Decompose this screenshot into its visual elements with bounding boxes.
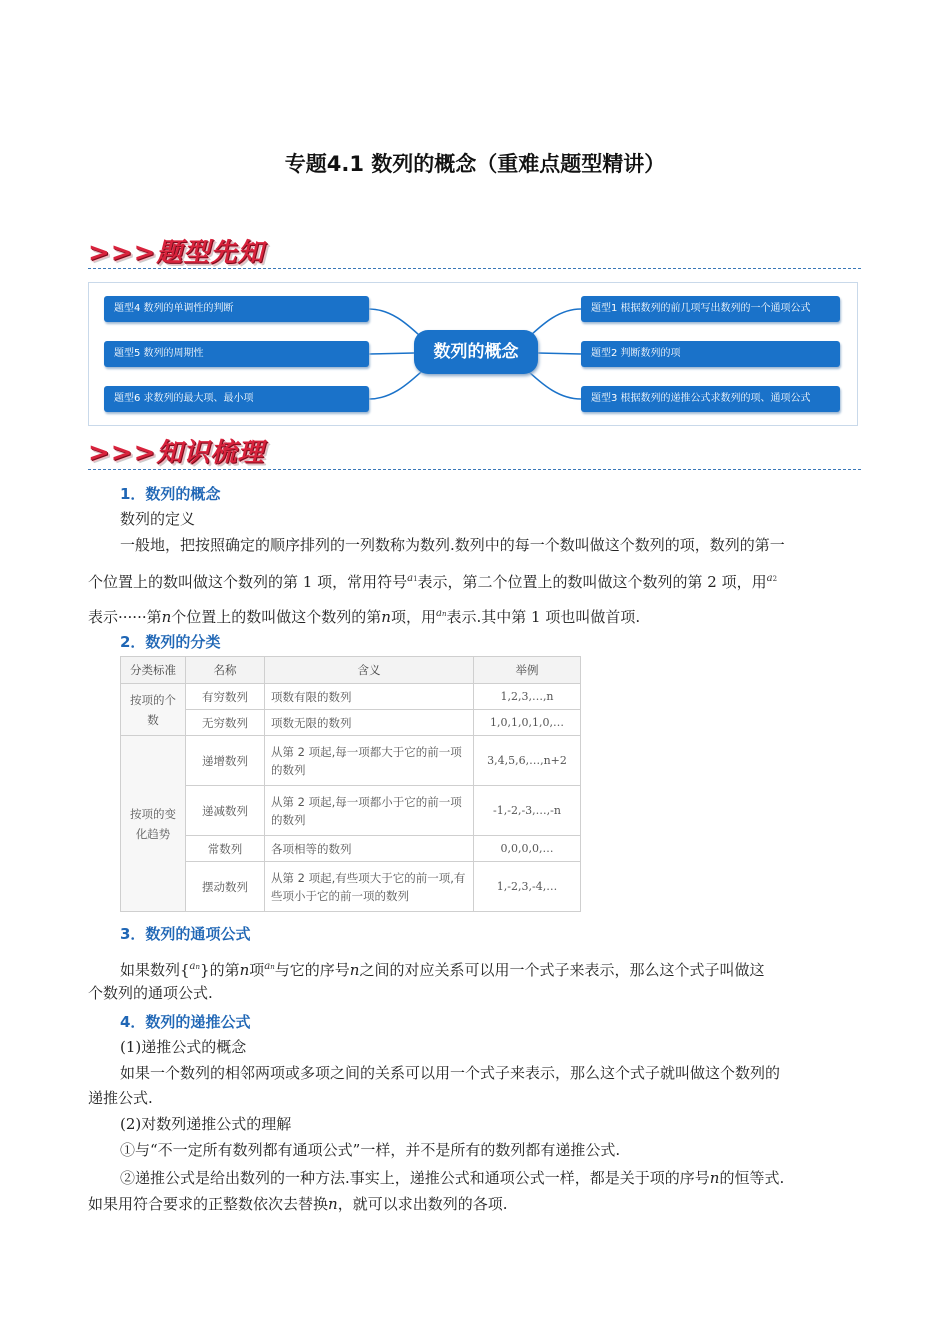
subheading: (1)递推公式的概念 [120,1038,247,1056]
table-row [121,836,581,862]
table-header: 含义 [265,657,474,684]
mind-map-node-type2: 题型2 判断数列的项 [581,341,840,367]
heading-recursive-formula: 4．数列的递推公式 [120,1013,251,1031]
paragraph-line: 个位置上的数叫做这个数列的第 1 项，常用符号$^{a1}$表示，第二个位置上的数叫做这个数列的第 2 项，用$^{a2}$ [88,573,778,591]
symbol-an: an [264,961,275,972]
symbol-a2: a2 [766,573,778,584]
section-header-knowledge [88,432,264,472]
heading-general-term: 3．数列的通项公式 [120,925,251,943]
table-cell: 常数列 [186,836,265,862]
mind-map-node-type5: 题型5 数列的周期性 [104,341,369,367]
paragraph-line: 个数列的通项公式. [88,984,213,1002]
paragraph-line: 如果用符合要求的正整数依次去替换n，就可以求出数列的各项. [88,1195,508,1213]
mind-map-center: 数列的概念 [414,330,538,374]
mind-map-node-type1: 题型1 根据数列的前几项写出数列的一个通项公式 [581,296,840,322]
list-item: ②递推公式是给出数列的一种方法.事实上，递推公式和通项公式一样，都是关于项的序号n的恒等式. [120,1169,785,1187]
paragraph-line: 如果数列{$^{an}$}的第n项$^{an}$与它的序号n之间的对应关系可以用一个式子来表示，那么这个式子叫做这 [120,961,765,979]
table-row [121,684,581,710]
table-cell: 无穷数列 [186,710,265,736]
heading-sequence-classification: 2．数列的分类 [120,633,221,651]
table-cell: 1,0,1,0,1,0,… [474,710,581,736]
table-cell: 递增数列 [186,736,265,786]
table-row [121,786,581,836]
symbol-an: an [189,961,201,972]
table-row [121,710,581,736]
heading-sequence-concept: 1．数列的概念 [120,485,221,503]
table-cell: 1,-2,3,-4,… [474,862,581,912]
table-cell: 有穷数列 [186,684,265,710]
mind-map-node-type4: 题型4 数列的单调性的判断 [104,296,369,322]
table-cell: 摆动数列 [186,862,265,912]
table-header: 举例 [474,657,581,684]
table-cell: -1,-2,-3,…,-n [474,786,581,836]
subheading: 数列的定义 [120,510,196,528]
table-row [121,736,581,786]
mind-map-node-type6: 题型6 求数列的最大项、最小项 [104,386,369,412]
mind-map [88,282,858,426]
subheading: (2)对数列递推公式的理解 [120,1115,292,1133]
classification-table [120,656,581,912]
table-group-cell: 按项的变化趋势 [121,736,186,912]
paragraph-line: 一般地，把按照确定的顺序排列的一列数称为数列.数列中的每一个数叫做这个数列的项，数列的第一 [120,536,785,554]
table-header: 名称 [186,657,265,684]
table-cell: 3,4,5,6,…,n+2 [474,736,581,786]
table-cell: 从第 2 项起,有些项大于它的前一项,有些项小于它的前一项的数列 [265,862,474,912]
table-cell: 项数有限的数列 [265,684,474,710]
mind-map-node-type3: 题型3 根据数列的递推公式求数列的项、通项公式 [581,386,840,412]
section-header-text: >>>知识梳理 [88,438,265,468]
symbol-an: an [435,608,447,619]
section-header-question-types [88,232,264,272]
table-cell: 项数无限的数列 [265,710,474,736]
table-header-row [121,657,581,684]
paragraph-line: 如果一个数列的相邻两项或多项之间的关系可以用一个式子来表示，那么这个式子就叫做这个数列的 [120,1064,781,1082]
table-cell: 从第 2 项起,每一项都小于它的前一项的数列 [265,786,474,836]
table-cell: 1,2,3,…,n [474,684,581,710]
table-cell: 从第 2 项起,每一项都大于它的前一项的数列 [265,736,474,786]
table-cell: 各项相等的数列 [265,836,474,862]
paragraph-line: 递推公式. [88,1089,153,1107]
paragraph-line: 表示······第n个位置上的数叫做这个数列的第n项，用$^{an}$表示.其中第 1 项也叫做首项. [88,608,641,626]
table-header: 分类标准 [121,657,186,684]
table-cell: 0,0,0,0,… [474,836,581,862]
page-title: 专题4.1 数列的概念（重难点题型精讲） [284,152,666,176]
divider [88,469,861,470]
table-row [121,862,581,912]
section-header-text: >>>题型先知 [88,238,265,268]
table-group-cell: 按项的个数 [121,684,186,736]
list-item: ①与“不一定所有数列都有通项公式”一样，并不是所有的数列都有递推公式. [120,1141,621,1159]
symbol-a1: a1 [407,573,418,584]
divider [88,268,861,269]
table-cell: 递减数列 [186,786,265,836]
